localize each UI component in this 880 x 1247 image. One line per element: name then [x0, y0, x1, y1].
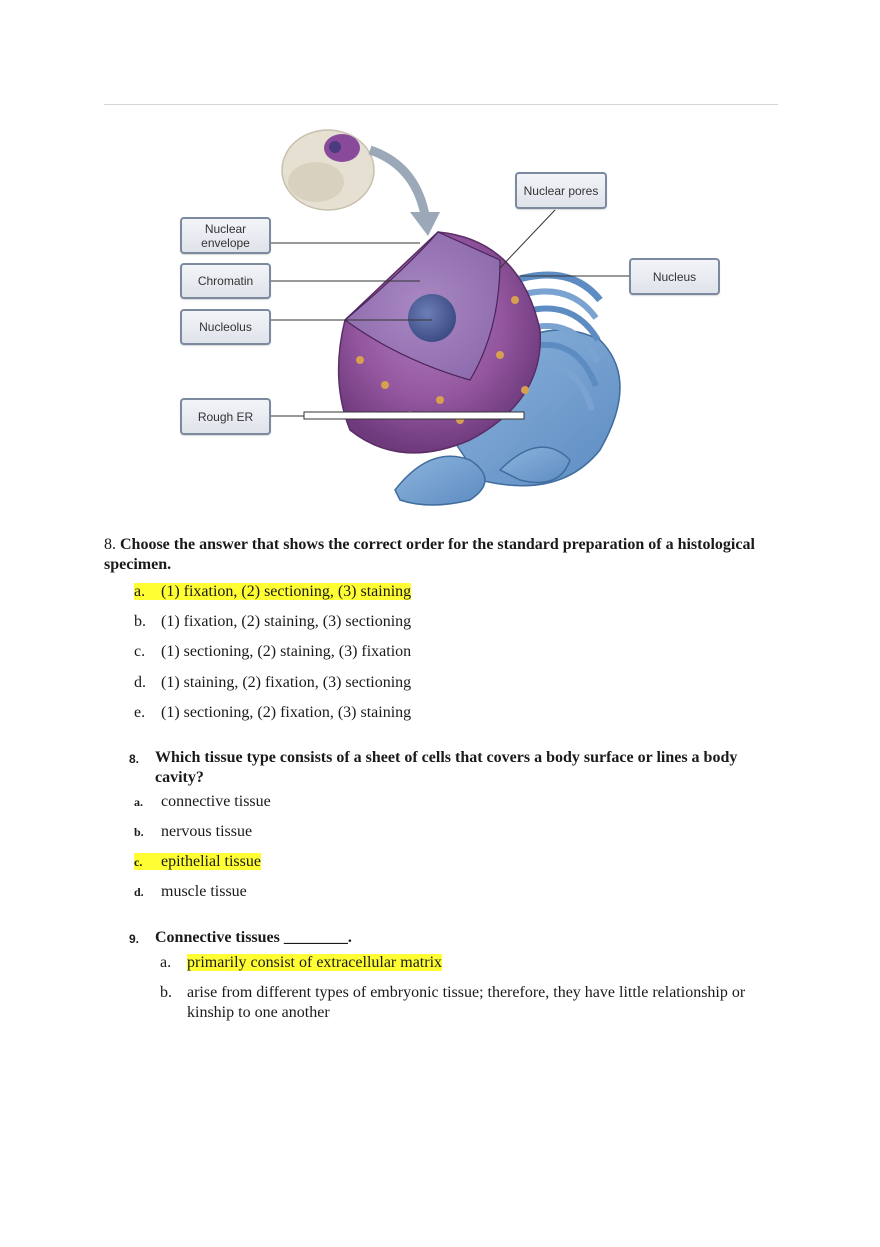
label-chromatin: Chromatin	[180, 263, 271, 299]
nucleus-diagram	[0, 0, 880, 520]
option-text: primarily consist of extracellular matrix	[187, 954, 443, 971]
option-letter: a.	[134, 795, 143, 809]
question-1-option-a[interactable]	[134, 582, 411, 602]
question-3-option-b[interactable]	[160, 983, 780, 1023]
label-nuclear-envelope: Nuclear envelope	[180, 217, 271, 254]
option-letter: b.	[160, 984, 172, 1001]
option-text: muscle tissue	[161, 883, 247, 900]
option-letter: c.	[134, 855, 143, 869]
option-letter: d.	[134, 885, 144, 899]
question-1-option-c[interactable]	[134, 642, 411, 662]
cell-thumbnail	[282, 130, 374, 210]
option-letter: a.	[134, 583, 146, 600]
question-2-option-c[interactable]	[134, 852, 261, 872]
question-3	[129, 928, 759, 948]
label-nucleolus: Nucleolus	[180, 309, 271, 345]
question-3-text: Connective tissues ________.	[155, 929, 352, 946]
option-text: nervous tissue	[161, 823, 253, 840]
option-letter: a.	[160, 954, 172, 971]
question-2	[129, 748, 759, 788]
question-3-number: 9.	[129, 932, 140, 946]
option-text: (1) sectioning, (2) staining, (3) fixation	[161, 643, 412, 660]
option-letter: b.	[134, 613, 146, 630]
nucleus-illustration	[0, 0, 880, 520]
arrow-head-icon	[410, 212, 440, 236]
question-1-option-e[interactable]	[134, 703, 411, 723]
option-text: (1) staining, (2) fixation, (3) sectioning	[161, 674, 412, 691]
option-text: (1) sectioning, (2) fixation, (3) staining	[161, 704, 412, 721]
question-1-option-b[interactable]	[134, 612, 411, 632]
option-text: arise from different types of embryonic tissue; therefore, they have little relationship or kinship to one another	[187, 984, 746, 1021]
question-2-option-a[interactable]	[134, 792, 271, 812]
option-text: epithelial tissue	[161, 853, 261, 870]
option-letter: e.	[134, 704, 146, 721]
option-text: (1) fixation, (2) staining, (3) sectioning	[161, 613, 412, 630]
option-text: (1) fixation, (2) sectioning, (3) staining	[161, 583, 412, 600]
option-text: connective tissue	[161, 793, 271, 810]
option-letter: b.	[134, 825, 144, 839]
question-1-text: Choose the answer that shows the correct order for the standard preparation of a histological specimen.	[104, 536, 755, 573]
label-rough-er: Rough ER	[180, 398, 271, 435]
question-1-number: 8.	[104, 536, 116, 553]
question-3-option-a[interactable]	[160, 953, 442, 973]
question-2-number: 8.	[129, 752, 140, 766]
option-letter: d.	[134, 674, 146, 691]
label-nuclear-pores: Nuclear pores	[515, 172, 607, 209]
label-nucleus: Nucleus	[629, 258, 720, 295]
option-letter: c.	[134, 643, 146, 660]
question-2-option-b[interactable]	[134, 822, 252, 842]
question-2-option-d[interactable]	[134, 882, 247, 902]
zoom-arrow	[370, 150, 425, 215]
question-2-text: Which tissue type consists of a sheet of cells that covers a body surface or lines a body cavity?	[155, 749, 738, 786]
question-1-option-d[interactable]	[134, 673, 411, 693]
question-1	[104, 535, 764, 575]
